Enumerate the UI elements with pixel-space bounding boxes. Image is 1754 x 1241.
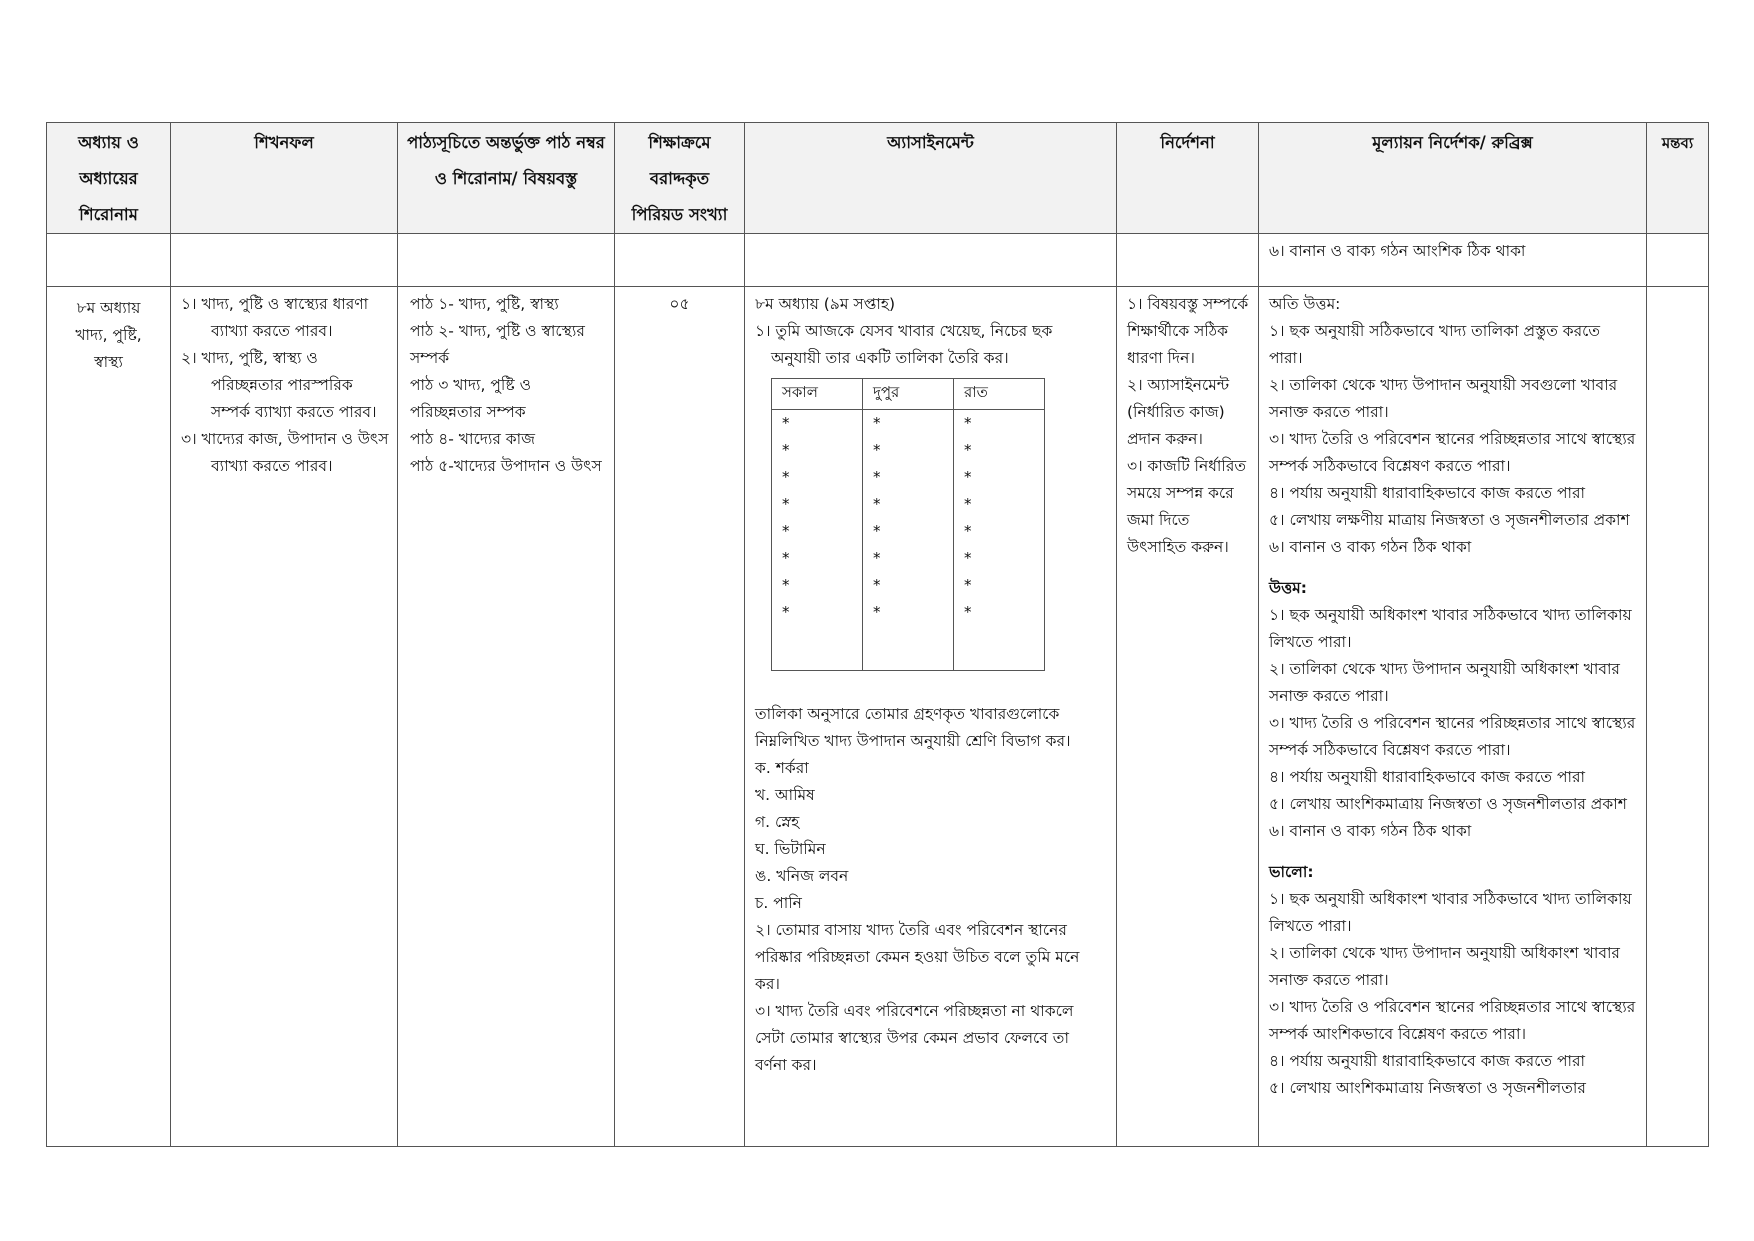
nutrient-option: গ. স্নেহ	[755, 813, 800, 831]
lesson-item: পাঠ ৪- খাদ্যের কাজ	[410, 430, 536, 448]
header-learning-outcomes: শিখনফল	[171, 123, 398, 234]
assignment-heading: ৮ম অধ্যায় (৯ম সপ্তাহ)	[755, 295, 896, 313]
rubric-item: ৫। লেখায় আংশিকমাত্রায় নিজস্বতা ও সৃজনশীলতার	[1269, 1079, 1586, 1097]
rubric-item: ১। ছক অনুযায়ী অধিকাংশ খাবার সঠিকভাবে খাদ্য তালিকায় লিখতে পারা।	[1269, 890, 1632, 935]
header-chapter: অধ্যায় ও অধ্যায়ের শিরোনাম	[47, 123, 171, 234]
rubric-item: ৩। খাদ্য তৈরি ও পরিবেশন স্থানের পরিচ্ছন্নতার সাথে স্বাস্থ্যের সম্পর্ক সঠিকভাবে বিশ্লেষণ করতে পারা।	[1269, 430, 1636, 475]
lesson-item: পাঠ ২- খাদ্য, পুষ্টি ও স্বাস্থ্যের সম্পর্ক	[410, 322, 585, 367]
nutrient-option: চ. পানি	[755, 894, 802, 912]
rubric-item: ২। তালিকা থেকে খাদ্য উপাদান অনুযায়ী সবগুলো খাবার সনাক্ত করতে পারা।	[1269, 376, 1618, 421]
guideline-item: ৩। কাজটি নির্ধারিত সময়ে সম্পন্ন করে জমা দিতে উৎসাহিত করুন।	[1127, 457, 1247, 556]
header-comment: মন্তব্য	[1647, 123, 1709, 234]
rubric-level-title: উত্তম:	[1269, 579, 1307, 597]
outcome-item: ২। খাদ্য, পুষ্টি, স্বাস্থ্য ও পরিচ্ছন্নতার পারস্পরিক সম্পর্ক ব্যাখ্যা করতে পারব।	[181, 349, 377, 421]
nutrient-option: ক. শর্করা	[755, 759, 809, 777]
carryover-row	[47, 234, 1709, 287]
lesson-item: পাঠ ৫-খাদ্যের উপাদান ও উৎস	[410, 457, 602, 475]
guideline-item: ২। অ্যাসাইনমেন্ট (নির্ধারিত কাজ) প্রদান করুন।	[1127, 376, 1230, 448]
rubric-item: ২। তালিকা থেকে খাদ্য উপাদান অনুযায়ী অধিকাংশ খাবার সনাক্ত করতে পারা।	[1269, 944, 1620, 989]
meal-col-noon: দুপুর	[863, 379, 954, 410]
header-guidelines: নির্দেশনা	[1117, 123, 1259, 234]
rubric-level-title: ভালো:	[1269, 863, 1314, 881]
meal-col-night: রাত	[954, 379, 1045, 410]
meal-col-morning: সকাল	[772, 379, 863, 410]
rubric-item: ১। ছক অনুযায়ী সঠিকভাবে খাদ্য তালিকা প্রস্তুত করতে পারা।	[1269, 322, 1601, 367]
rubric-item: ২। তালিকা থেকে খাদ্য উপাদান অনুযায়ী অধিকাংশ খাবার সনাক্ত করতে পারা।	[1269, 660, 1620, 705]
rubric-item: ৪। পর্যায় অনুযায়ী ধারাবাহিকভাবে কাজ করতে পারা	[1269, 484, 1586, 502]
assignment-question-1: ১। তুমি আজকে যেসব খাবার খেয়েছ, নিচের ছক অনুযায়ী তার একটি তালিকা তৈরি কর।	[755, 322, 1053, 367]
carryover-rubric-line: ৬। বানান ও বাক্য গঠন আংশিক ঠিক থাকা	[1269, 242, 1526, 260]
rubric-item: ৬। বানান ও বাক্য গঠন ঠিক থাকা	[1269, 538, 1472, 556]
rubric-item: ৪। পর্যায় অনুযায়ী ধারাবাহিকভাবে কাজ করতে পারা	[1269, 1052, 1586, 1070]
lesson-item: পাঠ ১- খাদ্য, পুষ্টি, স্বাস্থ্য	[410, 295, 559, 313]
meal-table: সকাল দুপুর রাত * * * * * * * * * * * * * * * * * * * * * * * *	[771, 378, 1045, 671]
header-periods: শিক্ষাক্রমে বরাদ্দকৃত পিরিয়ড সংখ্যা	[615, 123, 745, 234]
rubric-item: ৪। পর্যায় অনুযায়ী ধারাবাহিকভাবে কাজ করতে পারা	[1269, 768, 1586, 786]
nutrient-option: ঘ. ভিটামিন	[755, 840, 826, 858]
header-rubric: মূল্যায়ন নির্দেশক/ রুব্রিক্স	[1259, 123, 1647, 234]
guideline-item: ১। বিষয়বস্তু সম্পর্কে শিক্ষার্থীকে সঠিক ধারণা দিন।	[1127, 295, 1249, 367]
rubric-level-very-good	[1269, 575, 1636, 845]
classify-instruction: তালিকা অনুসারে তোমার গ্রহণকৃত খাবারগুলোকে নিম্নলিখিত খাদ্য উপাদান অনুযায়ী শ্রেণি বিভাগ কর।	[755, 705, 1071, 750]
outcome-item: ১। খাদ্য, পুষ্টি ও স্বাস্থ্যের ধারণা ব্যাখ্যা করতে পারব।	[181, 295, 369, 340]
header-lessons: পাঠ্যসূচিতে অন্তর্ভুক্ত পাঠ নম্বর ও শিরোনাম/ বিষয়বস্তু	[398, 123, 615, 234]
rubric-item: ১। ছক অনুযায়ী অধিকাংশ খাবার সঠিকভাবে খাদ্য তালিকায় লিখতে পারা।	[1269, 606, 1632, 651]
chapter-row	[47, 287, 1709, 1147]
rubric-level-good	[1269, 859, 1636, 1102]
rubric-item: ৫। লেখায় আংশিকমাত্রায় নিজস্বতা ও সৃজনশীলতার প্রকাশ	[1269, 795, 1627, 813]
lesson-plan-table	[46, 122, 1709, 1147]
period-count: ০৫	[669, 295, 690, 313]
learning-outcomes-list	[181, 291, 391, 480]
rubric-item: ৩। খাদ্য তৈরি ও পরিবেশন স্থানের পরিচ্ছন্নতার সাথে স্বাস্থ্যের সম্পর্ক আংশিকভাবে বিশ্লেষণ করতে পারা।	[1269, 998, 1636, 1043]
rubric-level-excellent	[1269, 291, 1636, 561]
header-assignment: অ্যাসাইনমেন্ট	[745, 123, 1117, 234]
assignment-question-2: ২। তোমার বাসায় খাদ্য তৈরি এবং পরিবেশন স্থানের পরিষ্কার পরিচ্ছন্নতা কেমন হওয়া উচিত বলে তুমি মনে কর।	[755, 921, 1080, 993]
outcome-item: ৩। খাদ্যের কাজ, উপাদান ও উৎস ব্যাখ্যা করতে পারব।	[181, 430, 389, 475]
rubric-item: ৫। লেখায় লক্ষণীয় মাত্রায় নিজস্বতা ও সৃজনশীলতার প্রকাশ	[1269, 511, 1630, 529]
rubric-item: ৬। বানান ও বাক্য গঠন ঠিক থাকা	[1269, 822, 1472, 840]
rubric-level-title: অতি উত্তম:	[1269, 295, 1341, 313]
nutrient-option: ঙ. খনিজ লবন	[755, 867, 849, 885]
comment-cell	[1647, 287, 1709, 1147]
nutrient-option: খ. আমিষ	[755, 786, 815, 804]
chapter-title: ৮ম অধ্যায় খাদ্য, পুষ্টি, স্বাস্থ্য	[75, 299, 142, 371]
rubric-item: ৩। খাদ্য তৈরি ও পরিবেশন স্থানের পরিচ্ছন্নতার সাথে স্বাস্থ্যের সম্পর্ক সঠিকভাবে বিশ্লেষণ করতে পারা।	[1269, 714, 1636, 759]
lesson-item: পাঠ ৩ খাদ্য, পুষ্টি ও পরিচ্ছন্নতার সম্পক	[410, 376, 531, 421]
assignment-question-3: ৩। খাদ্য তৈরি এবং পরিবেশনে পরিচ্ছন্নতা না থাকলে সেটা তোমার স্বাস্থ্যের উপর কেমন প্রভাব ফেলবে তা বর্ণনা কর।	[755, 1002, 1074, 1074]
